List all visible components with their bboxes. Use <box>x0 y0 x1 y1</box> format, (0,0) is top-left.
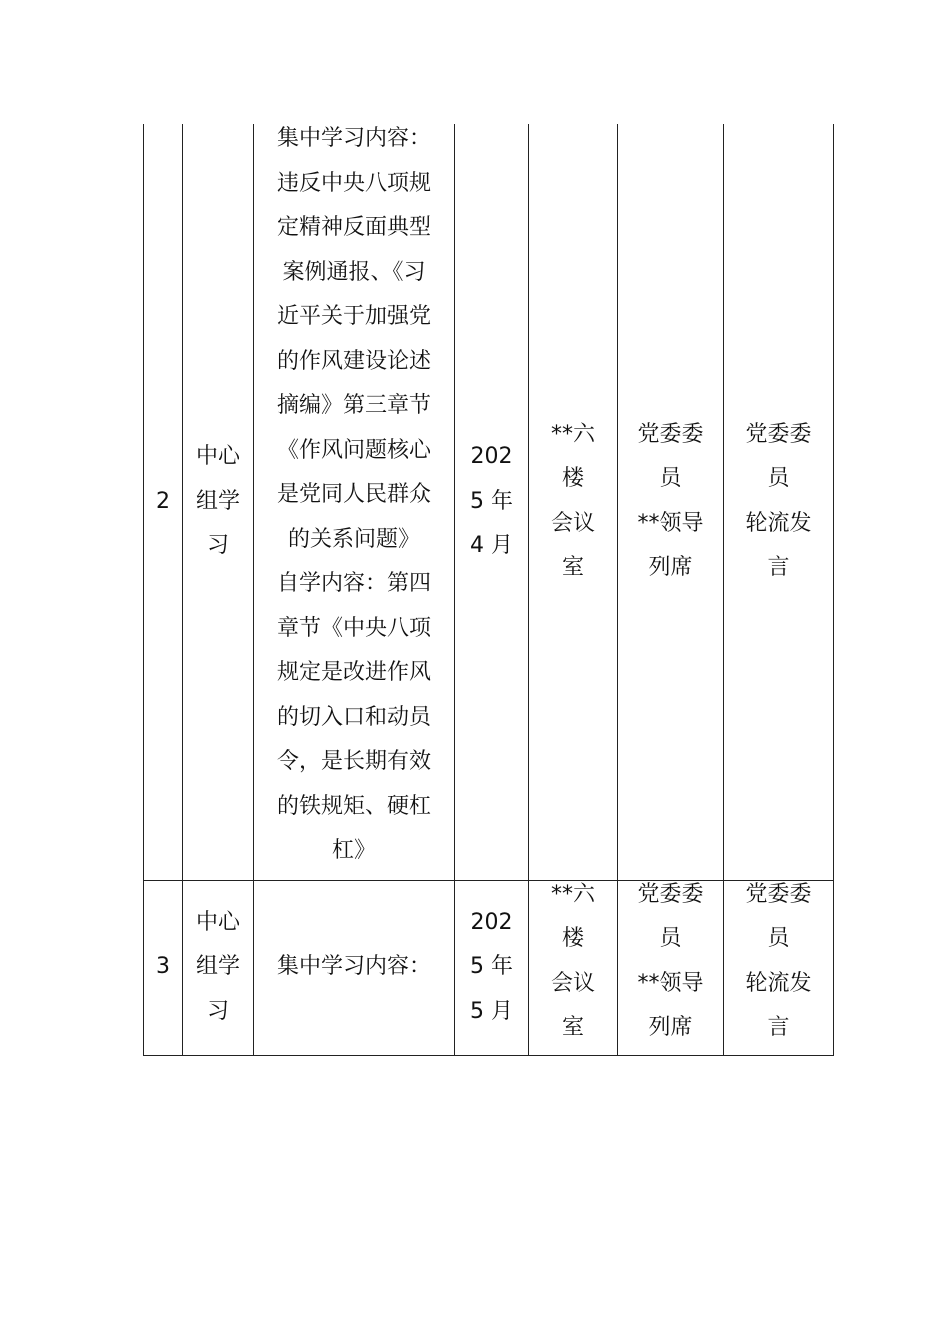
study-method-line: 轮流发 <box>745 510 812 536</box>
study-type-line: 中心 <box>195 444 240 469</box>
study-content-line: 杠》 <box>331 838 376 863</box>
study-time-line: 5 年 <box>470 954 513 980</box>
study-type-cell <box>183 880 254 1055</box>
attendees-cell <box>618 124 724 880</box>
study-content-line: 定精神反面典型 <box>276 215 431 240</box>
attendees-line: 列席 <box>648 1015 693 1040</box>
row-number-cell <box>144 124 183 880</box>
study-place-cell <box>529 880 618 1055</box>
study-type-line: 习 <box>206 998 229 1024</box>
study-place-line: 楼 <box>561 926 584 951</box>
study-content-line: 的关系问题》 <box>287 526 420 552</box>
study-method-line: 党委委 <box>745 421 812 447</box>
study-method-line: 言 <box>767 1015 790 1040</box>
study-time-cell <box>455 880 529 1055</box>
row-number-cell <box>144 880 183 1055</box>
study-type-line: 中心 <box>195 909 240 935</box>
attendees-line: **领导 <box>637 510 704 536</box>
study-place-line: **六 <box>550 881 595 907</box>
study-time-cell <box>455 124 529 880</box>
study-place-line: 室 <box>561 555 584 581</box>
study-content-line: 摘编》第三章节 <box>276 393 431 418</box>
row-number: 2 <box>156 488 170 514</box>
study-method-line: 员 <box>767 926 790 951</box>
study-time-line: 5 月 <box>470 998 513 1024</box>
study-method-line: 党委委 <box>745 881 812 907</box>
study-content-line: 集中学习内容： <box>276 126 431 151</box>
study-place-cell <box>529 124 618 880</box>
attendees-line: 党委委 <box>637 881 704 907</box>
study-content-line: 的铁规矩、硬杠 <box>276 793 431 819</box>
study-content-line: 是党同人民群众 <box>276 482 431 507</box>
row-number: 3 <box>156 954 170 980</box>
study-time-line: 202 <box>470 909 513 935</box>
study-content-line: 违反中央八项规 <box>276 170 431 196</box>
study-content-line: 规定是改进作风 <box>276 660 431 685</box>
study-place-line: 室 <box>561 1015 584 1040</box>
study-method-line: 轮流发 <box>745 970 812 996</box>
study-type-line: 组学 <box>195 954 240 980</box>
study-content-line: 《作风问题核心 <box>276 437 431 463</box>
study-content-line: 案例通报、《习 <box>282 259 426 285</box>
study-plan-table <box>143 124 834 1056</box>
study-content-cell <box>254 880 455 1055</box>
study-content-cell <box>254 124 455 880</box>
attendees-line: **领导 <box>637 970 704 996</box>
study-time-line: 4 月 <box>470 533 513 558</box>
study-content-text: 集中学习内容： <box>276 954 431 980</box>
study-place-line: 会议 <box>550 510 595 536</box>
study-method-cell <box>724 880 834 1055</box>
study-time-line: 5 年 <box>470 488 513 514</box>
study-content-line: 的作风建设论述 <box>276 348 431 374</box>
study-type-line: 习 <box>206 533 229 558</box>
attendees-line: 列席 <box>648 555 693 581</box>
study-type-line: 组学 <box>195 488 240 514</box>
attendees-cell <box>618 880 724 1055</box>
study-content-line: 近平关于加强党 <box>276 304 431 329</box>
study-content-line: 令，是长期有效 <box>276 749 431 774</box>
attendees-line: 员 <box>659 466 682 492</box>
study-method-cell <box>724 124 834 880</box>
table-row <box>144 880 834 1055</box>
attendees-line: 员 <box>659 926 682 951</box>
study-type-cell <box>183 124 254 880</box>
attendees-line: 党委委 <box>637 421 704 447</box>
study-method-line: 员 <box>767 466 790 492</box>
table-row <box>144 124 834 880</box>
study-method-line: 言 <box>767 555 790 581</box>
study-content-line: 的切入口和动员 <box>276 704 431 730</box>
study-place-line: **六 <box>550 421 595 447</box>
study-time-line: 202 <box>470 444 513 469</box>
study-place-line: 楼 <box>561 466 584 492</box>
study-content-line: 自学内容：第四 <box>276 571 431 596</box>
study-place-line: 会议 <box>550 970 595 996</box>
study-content-line: 章节《中央八项 <box>276 615 431 641</box>
